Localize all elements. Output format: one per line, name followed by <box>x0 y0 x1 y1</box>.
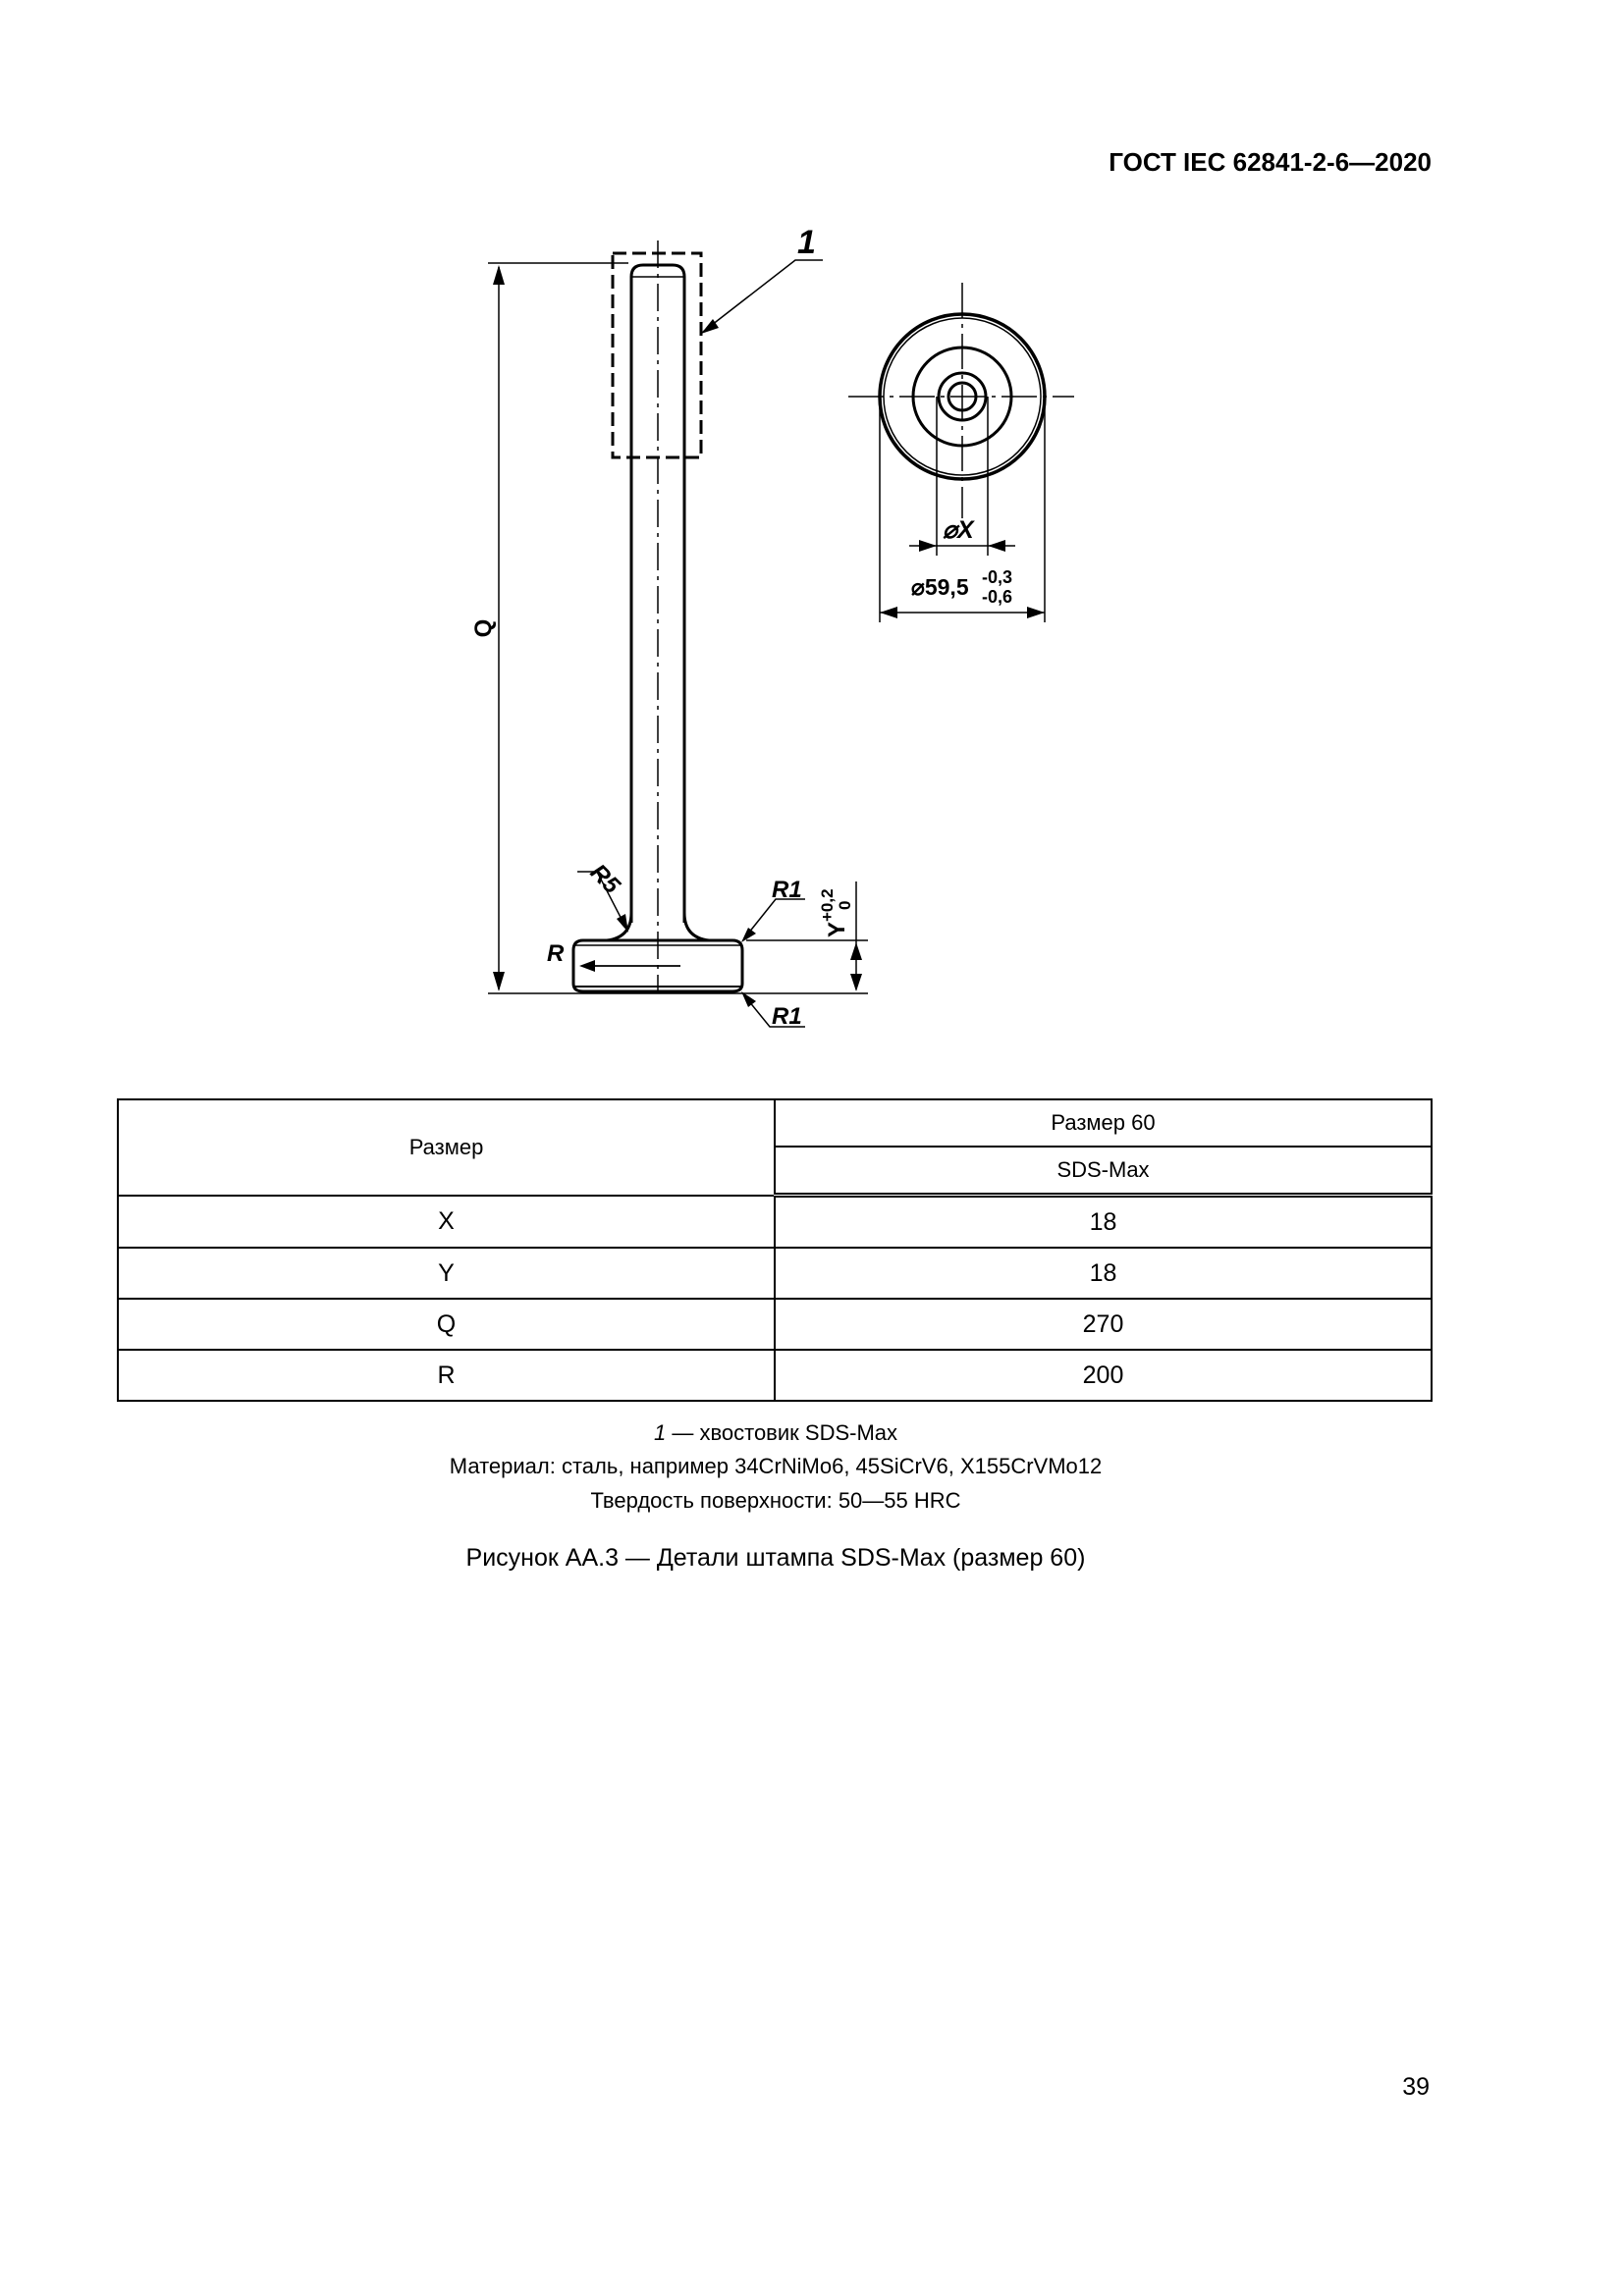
r5-arrowhead <box>617 914 628 933</box>
shank-region-dashed <box>613 253 701 457</box>
row-value: 200 <box>775 1350 1432 1401</box>
table-row <box>118 1350 1432 1401</box>
note-shank <box>0 1420 1551 1446</box>
figure-caption: Рисунок АА.3 — Детали штампа SDS-Max (размер 60) <box>465 1544 1086 1572</box>
d59-arrow-left <box>880 607 897 618</box>
note-material: Материал: сталь, например 34CrNiMo6, 45SiCrV6, X155CrVMo12 <box>449 1454 1103 1478</box>
page-number: 39 <box>1402 2073 1430 2101</box>
y-tolerance-lower: 0 <box>836 900 854 910</box>
y-label: Y <box>824 921 850 937</box>
q-arrow-top <box>493 265 505 285</box>
r-arrowhead <box>579 960 595 972</box>
col-subheader-sds-max: SDS-Max <box>775 1147 1432 1196</box>
table-row <box>118 1196 1432 1249</box>
shaft-fillet-left <box>607 913 631 940</box>
shaft-fillet-right <box>684 913 709 940</box>
row-value: 270 <box>775 1299 1432 1350</box>
r1-bottom-label: R1 <box>772 1003 802 1030</box>
row-name: Y <box>118 1248 775 1299</box>
r-label: R <box>547 940 565 967</box>
col-header-size-60: Размер 60 <box>775 1099 1432 1147</box>
row-value: 18 <box>775 1248 1432 1299</box>
note-shank-number: 1 <box>653 1420 667 1445</box>
row-name: Q <box>118 1299 775 1350</box>
r1-top-label: R1 <box>772 877 802 903</box>
diam-59-tol-lower: -0,6 <box>982 587 1013 607</box>
row-name: R <box>118 1350 775 1401</box>
dimensions-table <box>117 1098 1433 1402</box>
diam-x-label: ⌀X <box>943 516 974 544</box>
note-hardness: Твердость поверхности: 50—55 HRC <box>590 1488 961 1513</box>
technical-drawing <box>0 0 1624 1060</box>
callout-1-label: 1 <box>797 224 816 261</box>
q-arrow-bottom <box>493 972 505 991</box>
diam-59-tol-upper: -0,3 <box>982 567 1013 587</box>
note-shank-text: — хвостовик SDS-Max <box>666 1420 898 1445</box>
row-name: X <box>118 1196 775 1249</box>
table-header-row <box>118 1099 1432 1147</box>
col-header-size: Размер <box>118 1099 775 1196</box>
top-view <box>848 283 1074 622</box>
document-standard-header: ГОСТ IEC 62841-2-6—2020 <box>1109 147 1432 177</box>
q-label: Q <box>470 618 497 638</box>
dx-arrow-left <box>919 540 937 552</box>
y-dimension-label <box>818 888 854 937</box>
y-tolerance-upper: +0,2 <box>818 888 837 922</box>
r5-label: R5 <box>584 859 625 899</box>
dx-arrow-right <box>988 540 1005 552</box>
y-arrow-top <box>850 942 862 960</box>
y-arrow-bottom <box>850 974 862 991</box>
diam-59-label: ⌀59,5 <box>911 574 969 600</box>
side-view <box>488 240 868 1027</box>
callout-1-leader <box>703 260 823 332</box>
d59-arrow-right <box>1027 607 1045 618</box>
table-row <box>118 1248 1432 1299</box>
table-row <box>118 1299 1432 1350</box>
row-value: 18 <box>775 1196 1432 1249</box>
